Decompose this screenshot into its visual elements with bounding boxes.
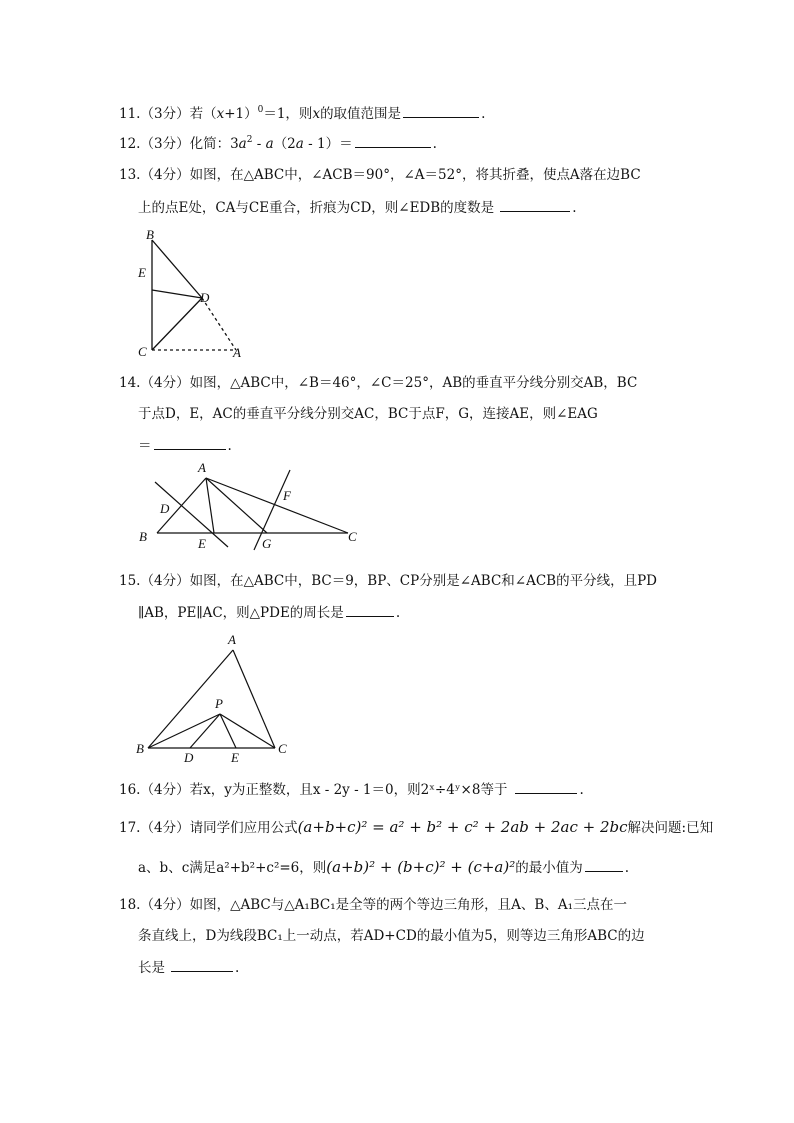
question-score: （4分） [140, 375, 190, 391]
question-score: （4分） [140, 820, 190, 836]
question-text: 请同学们应用公式 [189, 820, 298, 836]
figure-q13-lines [152, 240, 236, 350]
question-number: 11. [119, 106, 141, 122]
math-var: a [238, 136, 247, 152]
question-14-line1 [119, 374, 637, 392]
question-score: （4分） [140, 897, 190, 913]
figure-q15 [130, 628, 300, 768]
question-text: （2 [273, 136, 296, 152]
question-number: 12. [119, 136, 141, 152]
label-D: D [184, 750, 194, 765]
question-13-line2 [138, 198, 576, 217]
question-text: 的取值范围是 [320, 106, 402, 122]
question-text: 如图，△ABC与△A₁BC₁是全等的两个等边三角形，且A、B、A₁三点在一 [189, 897, 627, 913]
question-text: 条直线上，D为线段BC₁上一动点，若AD+CD的最小值为5，则等边三角形ABC的边 [138, 928, 645, 944]
question-text: 的最小值为 [515, 860, 583, 876]
math-exponent: 2 [246, 135, 253, 145]
question-text: ＝1，则 [263, 106, 313, 122]
question-text: 如图，在△ABC中，BC＝9，BP、CP分别是∠ABC和∠ACB的平分线，且PD [189, 573, 657, 589]
label-B: B [136, 741, 144, 756]
label-G: G [262, 536, 272, 551]
answer-blank[interactable] [500, 198, 570, 212]
question-18-line1 [119, 896, 627, 914]
answer-blank[interactable] [346, 603, 394, 617]
question-12 [119, 134, 437, 153]
question-score: （4分） [140, 573, 190, 589]
question-text: 于点D，E，AC的垂直平分线分别交AC，BC于点F，G，连接AE，则∠EAG [138, 406, 598, 422]
question-15-line1 [119, 572, 657, 590]
answer-blank[interactable] [171, 958, 233, 972]
formula-expression: (a+b)² + (b+c)² + (c+a)² [326, 858, 516, 876]
question-text: - [252, 136, 266, 152]
math-var: a [265, 136, 274, 152]
question-score: （4分） [140, 167, 190, 183]
question-end: . [235, 960, 240, 976]
answer-blank[interactable] [355, 134, 431, 148]
question-score: （3分） [140, 106, 190, 122]
question-text: ＝ [138, 438, 152, 454]
question-18-line2 [138, 927, 645, 945]
math-var: x [312, 106, 321, 122]
figure-q14 [130, 458, 370, 558]
question-16 [119, 780, 584, 799]
question-end: . [432, 136, 437, 152]
label-D: D [160, 501, 170, 516]
question-18-line3 [138, 958, 239, 977]
question-end: . [579, 782, 584, 798]
question-14-line2 [138, 405, 598, 423]
question-text: 长是 [138, 960, 165, 976]
question-17-line1 [119, 818, 713, 837]
question-number: 15. [119, 573, 141, 589]
label-C: C [138, 344, 147, 359]
label-E: E [138, 265, 146, 280]
figure-q15-lines [148, 650, 275, 748]
question-13-line1 [119, 166, 641, 184]
answer-blank[interactable] [585, 858, 623, 872]
question-number: 14. [119, 375, 141, 391]
label-A: A [233, 345, 241, 360]
question-score: （4分） [140, 782, 190, 798]
answer-blank[interactable] [515, 780, 577, 794]
question-end: . [572, 200, 577, 216]
label-B: B [146, 227, 154, 242]
question-text: 若（ [189, 106, 217, 122]
question-text: 上的点E处，CA与CE重合，折痕为CD，则∠EDB的度数是 [138, 200, 495, 216]
label-P: P [215, 696, 223, 711]
question-end: . [227, 438, 232, 454]
question-number: 17. [119, 820, 141, 836]
question-text: 解决问题:已知 [627, 820, 714, 836]
question-14-line3 [138, 436, 232, 455]
label-D: D [200, 290, 210, 305]
question-end: . [481, 106, 486, 122]
label-B: B [139, 529, 147, 544]
question-end: . [624, 860, 630, 876]
question-15-line2 [138, 603, 400, 622]
question-text: ∥AB，PE∥AC，则△PDE的周长是 [138, 605, 344, 621]
question-number: 16. [119, 782, 141, 798]
label-A: A [198, 460, 206, 475]
figure-q14-lines [155, 470, 348, 550]
formula-identity: (a+b+c)² = a² + b² + c² + 2ab + 2ac + 2bc [297, 818, 628, 836]
question-text: +1） [224, 106, 258, 122]
label-A: A [228, 632, 236, 647]
question-text: 若x，y为正整数，且x - 2y - 1＝0，则2ˣ÷4ʸ×8等于 [189, 782, 508, 798]
question-number: 18. [119, 897, 141, 913]
label-E: E [231, 750, 239, 765]
math-exponent: 0 [257, 105, 264, 115]
question-text: 如图，△ABC中，∠B＝46°，∠C＝25°，AB的垂直平分线分别交AB，BC [189, 375, 638, 391]
question-text: a、b、c满足a²+b²+c²=6，则 [138, 860, 327, 876]
math-var: x [216, 106, 225, 122]
figure-q13 [130, 226, 260, 362]
label-C: C [348, 529, 357, 544]
question-11 [119, 104, 485, 123]
label-F: F [283, 488, 291, 503]
label-C: C [278, 741, 287, 756]
question-17-line2 [138, 858, 629, 877]
question-text: - 1）＝ [303, 136, 353, 152]
question-score: （3分） [140, 136, 190, 152]
answer-blank[interactable] [154, 436, 226, 450]
answer-blank[interactable] [403, 104, 479, 118]
math-var: a [295, 136, 304, 152]
question-text: 化简：3 [189, 136, 239, 152]
label-E: E [198, 536, 206, 551]
question-number: 13. [119, 167, 141, 183]
question-text: 如图，在△ABC中，∠ACB＝90°，∠A＝52°，将其折叠，使点A落在边BC [189, 167, 641, 183]
question-end: . [395, 605, 401, 621]
